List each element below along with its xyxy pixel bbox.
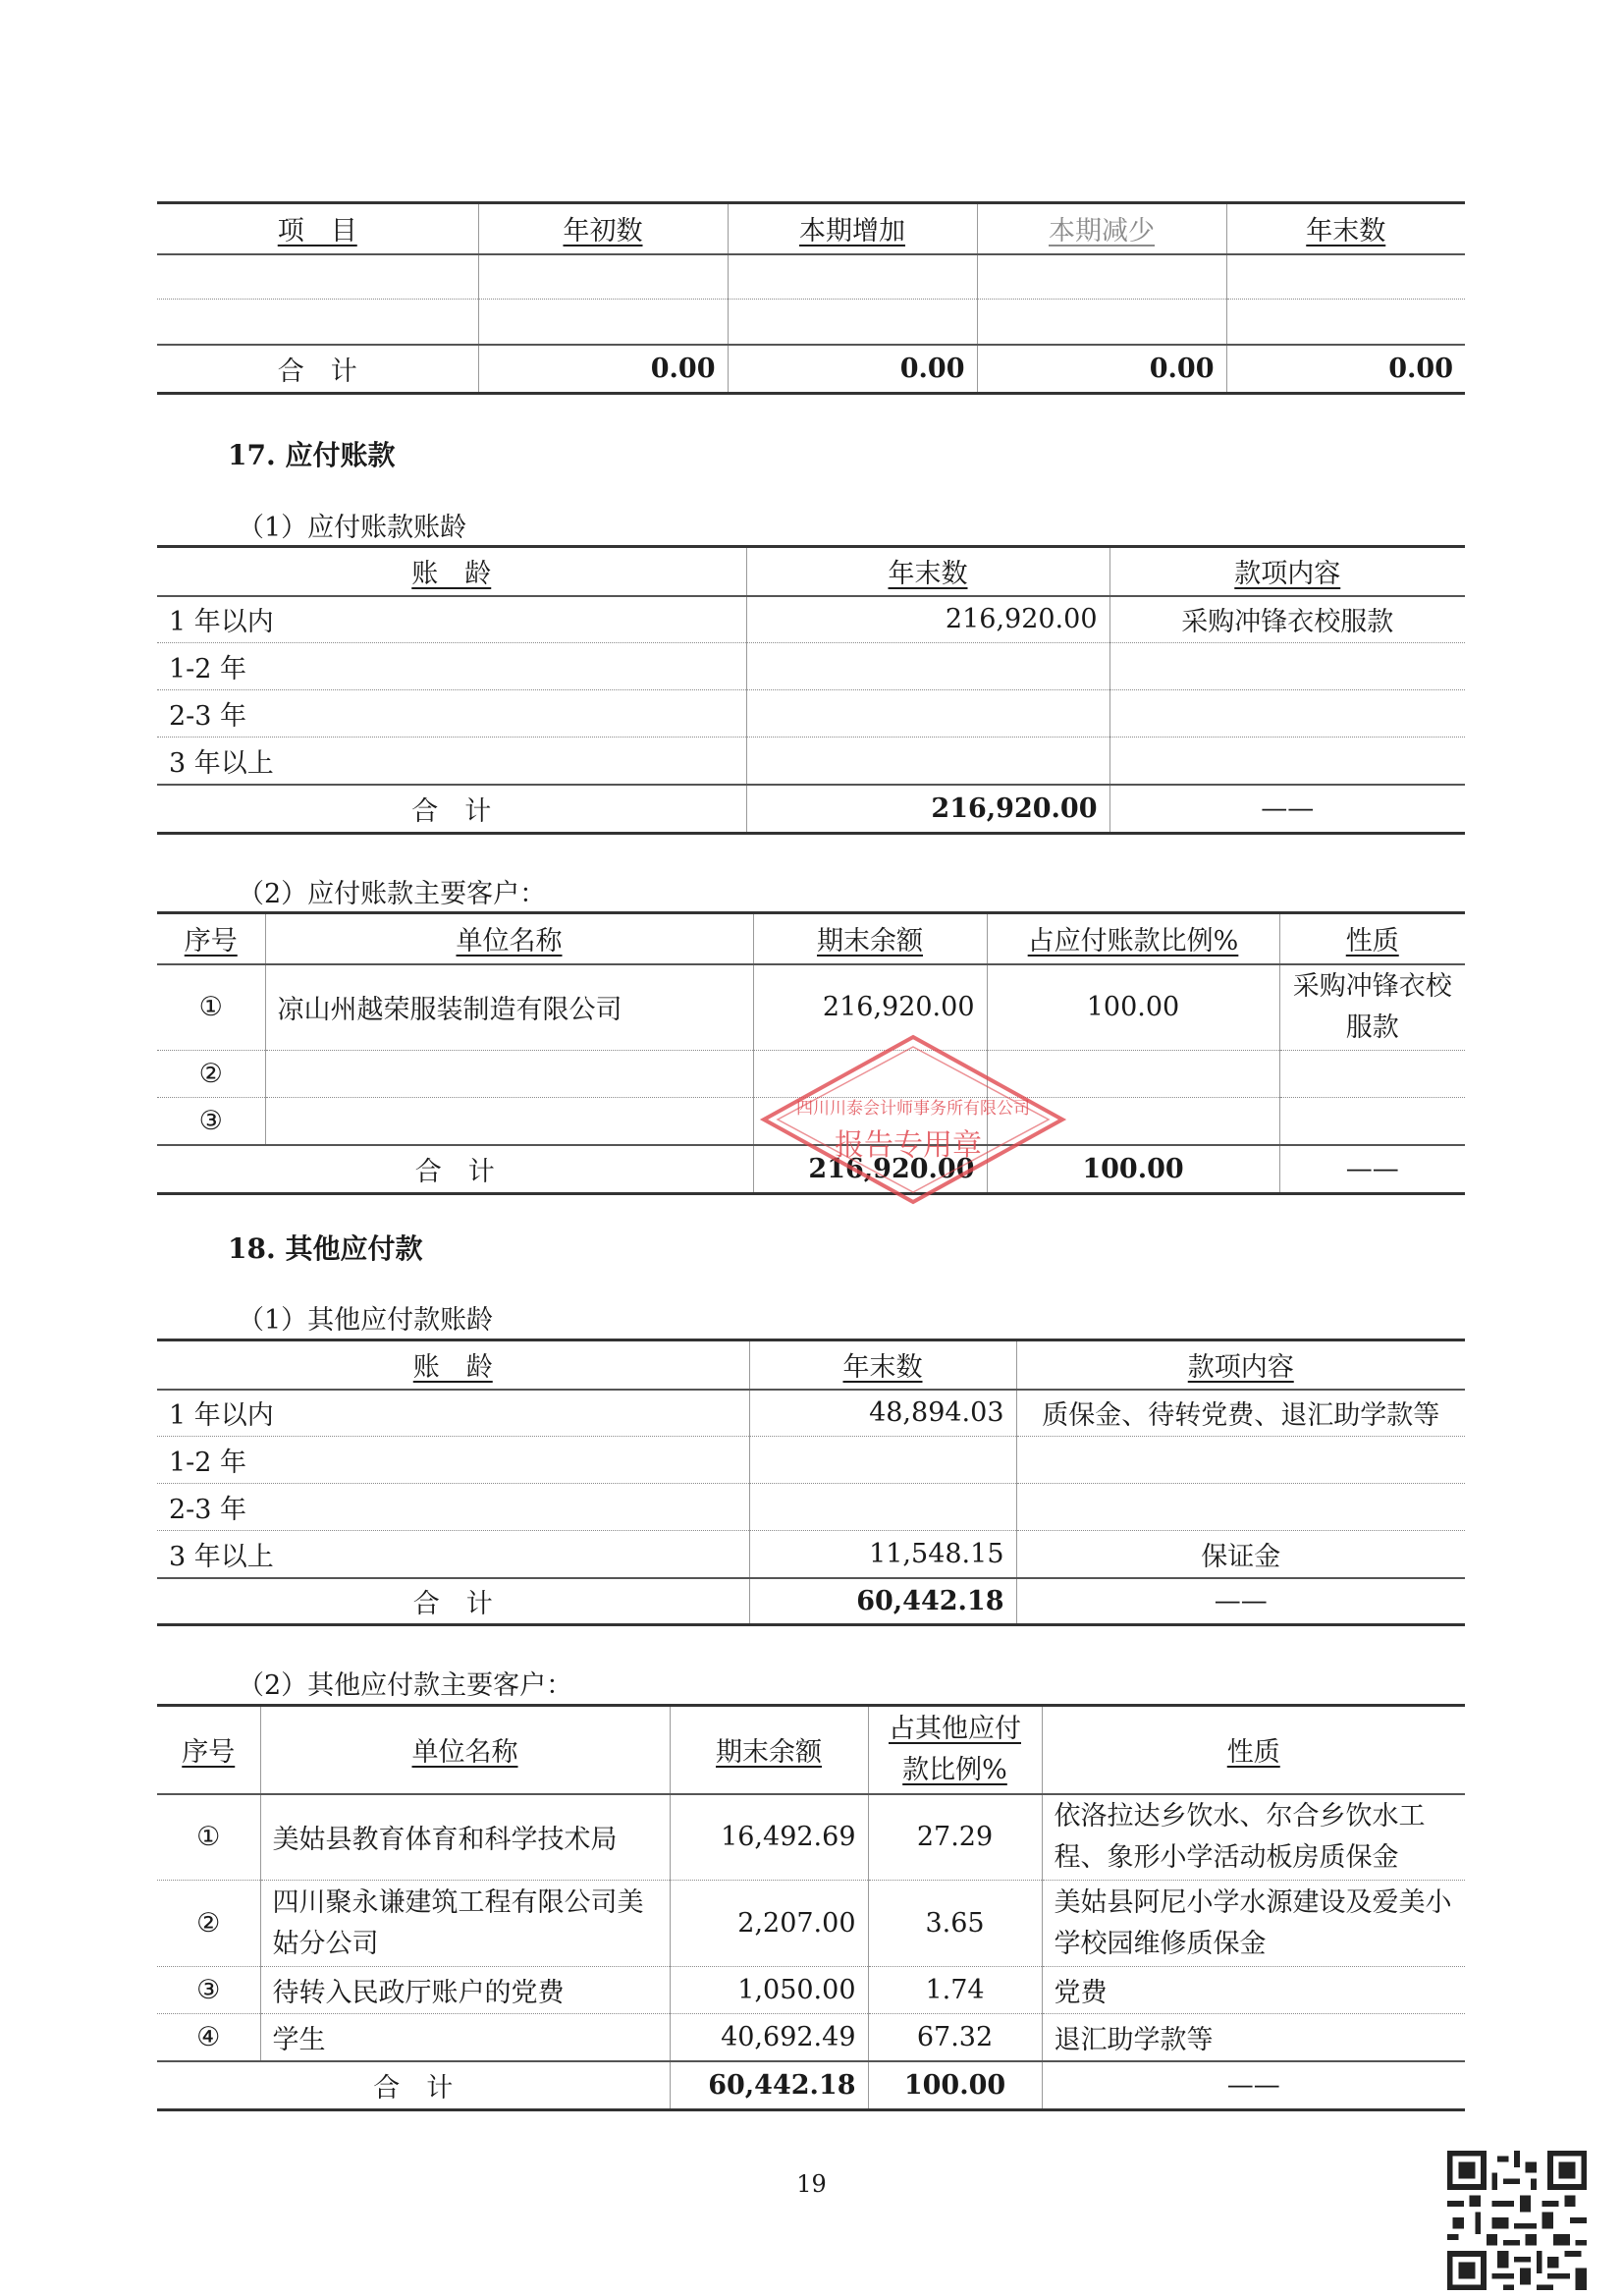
cell: 1-2 年 — [157, 1437, 749, 1484]
total-label: 合 计 — [157, 345, 478, 394]
section-18-sub1: （1）其他应付款账龄 — [238, 1305, 494, 1336]
col-header: 性质 — [1042, 1706, 1465, 1794]
cell — [265, 1098, 753, 1145]
cell: 216,920.00 — [746, 596, 1109, 643]
col-header: 占应付账款比例% — [987, 913, 1279, 964]
table-row — [157, 1967, 1465, 2014]
table-row — [157, 1531, 1465, 1578]
cell: 保证金 — [1016, 1531, 1465, 1578]
cell: 0.00 — [1226, 345, 1465, 394]
col-header: 单位名称 — [260, 1706, 670, 1794]
cell: 60,442.18 — [670, 2061, 868, 2110]
section-18-title: 18. 其他应付款 — [228, 1232, 423, 1265]
cell: 1,050.00 — [670, 1967, 868, 2014]
section-17-sub2: （2）应付账款主要客户： — [238, 879, 547, 909]
table-row — [157, 2014, 1465, 2061]
table-row — [157, 643, 1465, 690]
cell — [746, 690, 1109, 738]
col-header: 年末数 — [1226, 203, 1465, 254]
cell: 16,492.69 — [670, 1794, 868, 1881]
total-label: 合 计 — [157, 2061, 670, 2110]
col-header: 本期增加 — [728, 203, 977, 254]
cell: 40,692.49 — [670, 2014, 868, 2061]
cell — [1279, 1051, 1465, 1098]
table-row — [157, 254, 1465, 300]
table-row — [157, 1051, 1465, 1098]
cell — [987, 1051, 1279, 1098]
cell — [746, 738, 1109, 785]
col-header: 年初数 — [478, 203, 728, 254]
table-row — [157, 300, 1465, 345]
cell: 1 年以内 — [157, 596, 746, 643]
cell: 100.00 — [987, 1145, 1279, 1194]
cell: 2-3 年 — [157, 690, 746, 738]
table-row — [157, 690, 1465, 738]
total-row — [157, 1578, 1465, 1625]
carryover-table — [157, 201, 1465, 395]
cell: 采购冲锋衣校服款 — [1279, 964, 1465, 1051]
col-header: 款项内容 — [1109, 547, 1465, 596]
other-payables-aging-table — [157, 1339, 1465, 1626]
col-header: 期末余额 — [753, 913, 987, 964]
cell: —— — [1279, 1145, 1465, 1194]
cell: 美姑县教育体育和科学技术局 — [260, 1794, 670, 1881]
cell — [749, 1437, 1016, 1484]
cell — [753, 1098, 987, 1145]
col-header: 年末数 — [749, 1340, 1016, 1390]
cell: 依洛拉达乡饮水、尔合乡饮水工程、象形小学活动板房质保金 — [1042, 1794, 1465, 1881]
cell — [1016, 1484, 1465, 1531]
col-header: 单位名称 — [265, 913, 753, 964]
total-row — [157, 1145, 1465, 1194]
cell: 48,894.03 — [749, 1390, 1016, 1437]
cell: 质保金、待转党费、退汇助学款等 — [1016, 1390, 1465, 1437]
cell: 27.29 — [868, 1794, 1042, 1881]
cell: 60,442.18 — [749, 1578, 1016, 1625]
cell: 2,207.00 — [670, 1881, 868, 1967]
cell — [265, 1051, 753, 1098]
col-header: 期末余额 — [670, 1706, 868, 1794]
cell: 0.00 — [728, 345, 977, 394]
table-row — [157, 1390, 1465, 1437]
cell — [1109, 690, 1465, 738]
total-row — [157, 2061, 1465, 2110]
other-payables-customer-table — [157, 1704, 1465, 2111]
stamp-line1: 四川川泰会计师事务所有限公司 — [796, 1099, 1030, 1119]
qr-code-icon — [1443, 2151, 1591, 2290]
table-row — [157, 1794, 1465, 1881]
cell: ① — [157, 964, 265, 1051]
cell: 216,920.00 — [746, 785, 1109, 834]
cell: 3.65 — [868, 1881, 1042, 1967]
cell — [749, 1484, 1016, 1531]
cell: 1-2 年 — [157, 643, 746, 690]
cell — [753, 1051, 987, 1098]
col-header: 款项内容 — [1016, 1340, 1465, 1390]
cell: ② — [157, 1051, 265, 1098]
cell: ③ — [157, 1967, 260, 2014]
cell: 0.00 — [478, 345, 728, 394]
cell — [1016, 1437, 1465, 1484]
col-header: 本期减少 — [977, 203, 1226, 254]
cell: 1 年以内 — [157, 1390, 749, 1437]
cell: 2-3 年 — [157, 1484, 749, 1531]
stamp-line2: 报告专用章 — [835, 1128, 982, 1163]
cell: 凉山州越荣服装制造有限公司 — [265, 964, 753, 1051]
cell: 67.32 — [868, 2014, 1042, 2061]
col-header: 性质 — [1279, 913, 1465, 964]
col-header: 账 龄 — [157, 1340, 749, 1390]
cell: 学生 — [260, 2014, 670, 2061]
table-row — [157, 596, 1465, 643]
cell — [746, 643, 1109, 690]
cell: 待转入民政厅账户的党费 — [260, 1967, 670, 2014]
cell: 100.00 — [868, 2061, 1042, 2110]
total-row — [157, 785, 1465, 834]
col-header: 序号 — [157, 1706, 260, 1794]
cell: 四川聚永谦建筑工程有限公司美姑分公司 — [260, 1881, 670, 1967]
cell — [1279, 1098, 1465, 1145]
cell: —— — [1042, 2061, 1465, 2110]
cell: 美姑县阿尼小学水源建设及爱美小学校园维修质保金 — [1042, 1881, 1465, 1967]
col-header: 占其他应付款比例% — [868, 1706, 1042, 1794]
table-row — [157, 1437, 1465, 1484]
cell: 3 年以上 — [157, 1531, 749, 1578]
cell — [987, 1098, 1279, 1145]
cell: ① — [157, 1794, 260, 1881]
table-row — [157, 1881, 1465, 1967]
col-header: 序号 — [157, 913, 265, 964]
cell: ④ — [157, 2014, 260, 2061]
cell: 216,920.00 — [753, 964, 987, 1051]
table-row — [157, 1098, 1465, 1145]
section-18-sub2: （2）其他应付款主要客户： — [238, 1670, 573, 1701]
section-17-sub1: （1）应付账款账龄 — [238, 513, 467, 543]
cell: 党费 — [1042, 1967, 1465, 2014]
section-17-title: 17. 应付账款 — [228, 439, 396, 471]
cell: —— — [1016, 1578, 1465, 1625]
payables-customer-table — [157, 911, 1465, 1195]
table-row — [157, 1484, 1465, 1531]
col-header: 项 目 — [157, 203, 478, 254]
total-label: 合 计 — [157, 1578, 749, 1625]
cell: 退汇助学款等 — [1042, 2014, 1465, 2061]
cell: 1.74 — [868, 1967, 1042, 2014]
cell: ② — [157, 1881, 260, 1967]
col-header: 账 龄 — [157, 547, 746, 596]
cell — [1109, 643, 1465, 690]
cell: —— — [1109, 785, 1465, 834]
cell: ③ — [157, 1098, 265, 1145]
cell: 采购冲锋衣校服款 — [1109, 596, 1465, 643]
total-row — [157, 345, 1465, 394]
cell: 11,548.15 — [749, 1531, 1016, 1578]
col-header: 年末数 — [746, 547, 1109, 596]
cell — [1109, 738, 1465, 785]
cell: 0.00 — [977, 345, 1226, 394]
cell: 216,920.00 — [753, 1145, 987, 1194]
total-label: 合 计 — [157, 785, 746, 834]
table-row — [157, 964, 1465, 1051]
table-row — [157, 738, 1465, 785]
cell: 3 年以上 — [157, 738, 746, 785]
page-number: 19 — [796, 2170, 827, 2198]
cell: 100.00 — [987, 964, 1279, 1051]
payables-aging-table — [157, 545, 1465, 835]
total-label: 合 计 — [157, 1145, 753, 1194]
